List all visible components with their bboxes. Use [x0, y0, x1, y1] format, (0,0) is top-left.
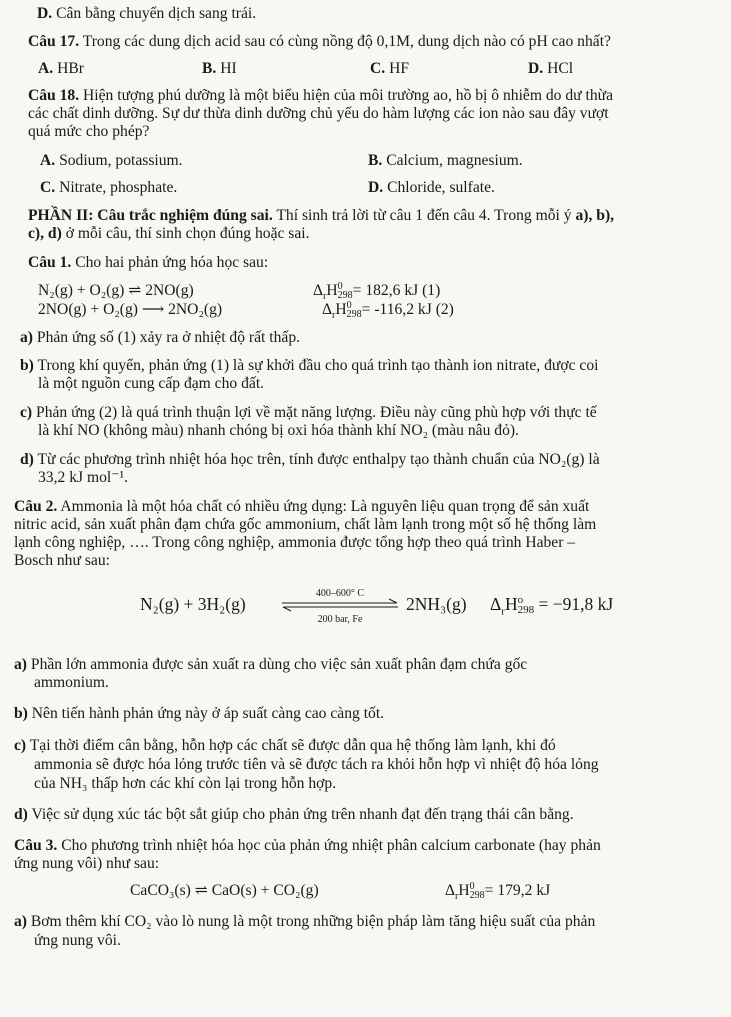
c2-statement-b: [14, 704, 384, 723]
sub-298: 298: [346, 309, 362, 320]
option-key: D.: [368, 179, 384, 196]
statement-text: Từ các phương trình nhiệt hóa học trên, tính được enthalpy tạo thành chuẩn của NO₂(g) là: [37, 451, 600, 468]
cau-2-line3: lạnh công nghiệp, …. Trong công nghiệp, ammonia được tổng hợp theo quá trình Haber –: [14, 534, 576, 551]
statement-key: d): [14, 806, 28, 823]
cau-2: [14, 497, 589, 516]
c3-statement-a: [14, 912, 595, 931]
q18-option-b: [368, 151, 523, 170]
option-text: Nitrate, phosphate.: [59, 179, 178, 196]
q18-option-d: [368, 178, 495, 197]
h-symbol: H: [326, 282, 338, 299]
q17-option-d: [528, 59, 573, 78]
condition-pressure: 200 bar, Fe: [317, 614, 363, 625]
option-key: D.: [528, 60, 544, 77]
enthalpy-value: = -116,2 kJ (2): [361, 301, 454, 318]
option-text: HCl: [547, 60, 574, 77]
question-label: Câu 1.: [28, 254, 72, 271]
part2-instructions: ở mỗi câu, thí sinh chọn đúng hoặc sai.: [65, 225, 310, 242]
statement-key: b): [14, 705, 28, 722]
statement-text: Phần lớn ammonia được sản xuất ra dùng cho việc sản xuất phân đạm chứa gốc: [30, 656, 528, 673]
c2-statement-d: [14, 805, 574, 824]
q17-option-c: [370, 59, 409, 78]
part2-bold: c), d): [28, 225, 62, 242]
option-text: Cân bằng chuyển dịch sang trái.: [56, 5, 257, 22]
h-symbol: H: [458, 882, 470, 899]
cau-2-line4: Bosch như sau:: [14, 552, 110, 569]
q17-option-b: [202, 59, 237, 78]
cau-3: [14, 836, 601, 855]
sup-zero: 0: [346, 300, 352, 311]
option-text: Sodium, potassium.: [59, 152, 183, 169]
c2-statement-c-line2: ammonia sẽ được hóa lỏng trước tiên và sẽ được tách ra khỏi hỗn hợp vì nhiệt độ hóa lỏng: [34, 756, 599, 773]
question-label: Câu 2.: [14, 498, 58, 515]
delta-symbol: Δ: [322, 301, 333, 318]
option-key: A.: [38, 60, 54, 77]
sup-o: o: [517, 594, 524, 606]
option-key: C.: [370, 60, 386, 77]
delta-symbol: Δ: [313, 282, 324, 299]
enthalpy-value: = 182,6 kJ (1): [352, 282, 441, 299]
question-label: Câu 18.: [28, 87, 80, 104]
part2-instructions: Thí sinh trả lời từ câu 1 đến câu 4. Trong mỗi ý: [276, 207, 572, 224]
sub-r: r: [501, 605, 505, 618]
h-symbol: H: [504, 594, 518, 614]
c1-statement-d: [20, 450, 600, 469]
c2-statement-a: [14, 655, 527, 674]
question-17: [28, 32, 611, 51]
equation-2: 2NO(g) + O₂(g) ⟶ 2NO₂(g): [38, 301, 223, 318]
q18-option-c: [40, 178, 177, 197]
statement-text: Nên tiến hành phản ứng này ở áp suất càng cao càng tốt.: [31, 705, 385, 722]
question-text: Ammonia là một hóa chất có nhiều ứng dụng: Là nguyên liệu quan trọng để sản xuất: [60, 498, 590, 515]
option-key: D.: [37, 5, 53, 22]
c1-statement-b-line2: là một nguồn cung cấp đạm cho đất.: [38, 375, 265, 392]
equation-1: N₂(g) + O₂(g) ⇌ 2NO(g): [38, 282, 194, 299]
calcination-enthalpy: [445, 881, 550, 906]
question-label: Câu 3.: [14, 837, 58, 854]
statement-key: c): [14, 737, 27, 754]
option-key: B.: [202, 60, 217, 77]
c2-statement-c-line3: của NH₃ thấp hơn các khí còn lại trong hỗn hợp.: [34, 775, 337, 792]
sup-zero: 0: [469, 881, 475, 892]
option-text: HF: [389, 60, 410, 77]
statement-text: Bơm thêm khí CO₂ vào lò nung là một trong những biện pháp làm tăng hiệu suất của phản: [30, 913, 596, 930]
enthalpy-2: [322, 300, 454, 325]
question-text: Cho hai phản ứng hóa học sau:: [75, 254, 269, 271]
statement-key: c): [20, 404, 33, 421]
statement-key: a): [20, 329, 33, 346]
sub-298: 298: [517, 604, 535, 616]
option-text: Chloride, sulfate.: [387, 179, 495, 196]
sub-r: r: [455, 891, 459, 903]
statement-text: Trong khí quyển, phản ứng (1) là sự khởi đầu cho quá trình tạo thành ion nitrate, được coi: [37, 357, 599, 374]
h-symbol: H: [335, 301, 347, 318]
statement-key: d): [20, 451, 34, 468]
products: 2NH₃(g): [406, 594, 467, 614]
haber-equation: [140, 588, 620, 625]
question-text: Cho phương trình nhiệt hóa học của phản ứng nhiệt phân calcium carbonate (hay phản: [61, 837, 601, 854]
option-text: HBr: [57, 60, 84, 77]
delta-symbol: Δ: [490, 594, 502, 614]
part2-heading: [28, 206, 614, 225]
enthalpy-value: = 179,2 kJ: [484, 882, 551, 899]
question-18: [28, 86, 613, 105]
statement-key: b): [20, 357, 34, 374]
part2-title: PHẦN II: Câu trắc nghiệm đúng sai.: [28, 207, 273, 224]
q18-option-a: [40, 151, 183, 170]
cau-1: [28, 253, 268, 272]
c2-statement-c: [14, 736, 556, 755]
question-text: Hiện tượng phú dưỡng là một biểu hiện của môi trường ao, hồ bị ô nhiễm do dư thừa: [83, 87, 613, 104]
cau-3-line2: ứng nung vôi) như sau:: [14, 855, 160, 872]
cau-2-line2: nitric acid, sản xuất phân đạm chứa gốc ammonium, chất làm lạnh trong một số hệ thống làm: [14, 516, 597, 533]
option-key: A.: [40, 152, 56, 169]
c1-statement-c: [20, 403, 597, 422]
statement-key: a): [14, 656, 27, 673]
statement-text: Tại thời điểm cân bằng, hỗn hợp các chất sẽ được dẫn qua hệ thống làm lạnh, khi đó: [29, 737, 556, 754]
option-key: C.: [40, 179, 56, 196]
sup-zero: 0: [337, 281, 343, 292]
c1-statement-a: [20, 328, 300, 347]
statement-text: Phản ứng số (1) xảy ra ở nhiệt độ rất thấp.: [36, 329, 301, 346]
delta-symbol: Δ: [445, 882, 456, 899]
option-text: Calcium, magnesium.: [386, 152, 523, 169]
c2-statement-a-line2: ammonium.: [34, 674, 109, 691]
c1-statement-b: [20, 356, 598, 375]
statement-text: Việc sử dụng xúc tác bột sắt giúp cho phản ứng trên nhanh đạt đến trạng thái cân bằng.: [31, 806, 574, 823]
statement-text: Phản ứng (2) là quá trình thuận lợi về mặt năng lượng. Điều này cũng phù hợp với thực tế: [36, 404, 597, 421]
sub-r: r: [332, 310, 336, 322]
statement-key: a): [14, 913, 27, 930]
option-text: HI: [220, 60, 237, 77]
sub-298: 298: [469, 890, 485, 901]
option-key: B.: [368, 152, 383, 169]
calcination-equation: CaCO₃(s) ⇌ CaO(s) + CO₂(g): [130, 882, 319, 899]
question-label: Câu 17.: [28, 33, 80, 50]
sub-298: 298: [337, 290, 353, 301]
enthalpy-value: = −91,8 kJ: [538, 594, 614, 614]
c1-statement-d-line2: 33,2 kJ mol⁻¹.: [38, 469, 129, 486]
condition-temperature: 400–600° C: [315, 588, 365, 599]
question-text: Trong các dung dịch acid sau có cùng nồng độ 0,1M, dung dịch nào có pH cao nhất?: [82, 33, 611, 50]
sub-r: r: [323, 291, 327, 303]
part2-bold: a), b),: [575, 207, 615, 224]
c3-statement-a-line2: ứng nung vôi.: [34, 932, 121, 949]
reactants: N₂(g) + 3H₂(g): [140, 594, 246, 614]
question-18-line3: quá mức cho phép?: [28, 123, 150, 140]
part2-line2: [28, 224, 310, 243]
prev-option-d: [37, 4, 256, 23]
haber-enthalpy: [490, 595, 613, 622]
q17-option-a: [38, 59, 84, 78]
c1-statement-c-line2: là khí NO (không màu) nhanh chóng bị oxi hóa thành khí NO₂ (màu nâu đỏ).: [38, 422, 519, 439]
question-18-line2: các chất dinh dưỡng. Sự dư thừa dinh dưỡng chủ yếu do hàm lượng các ion nào sau đây vượt: [28, 105, 609, 122]
